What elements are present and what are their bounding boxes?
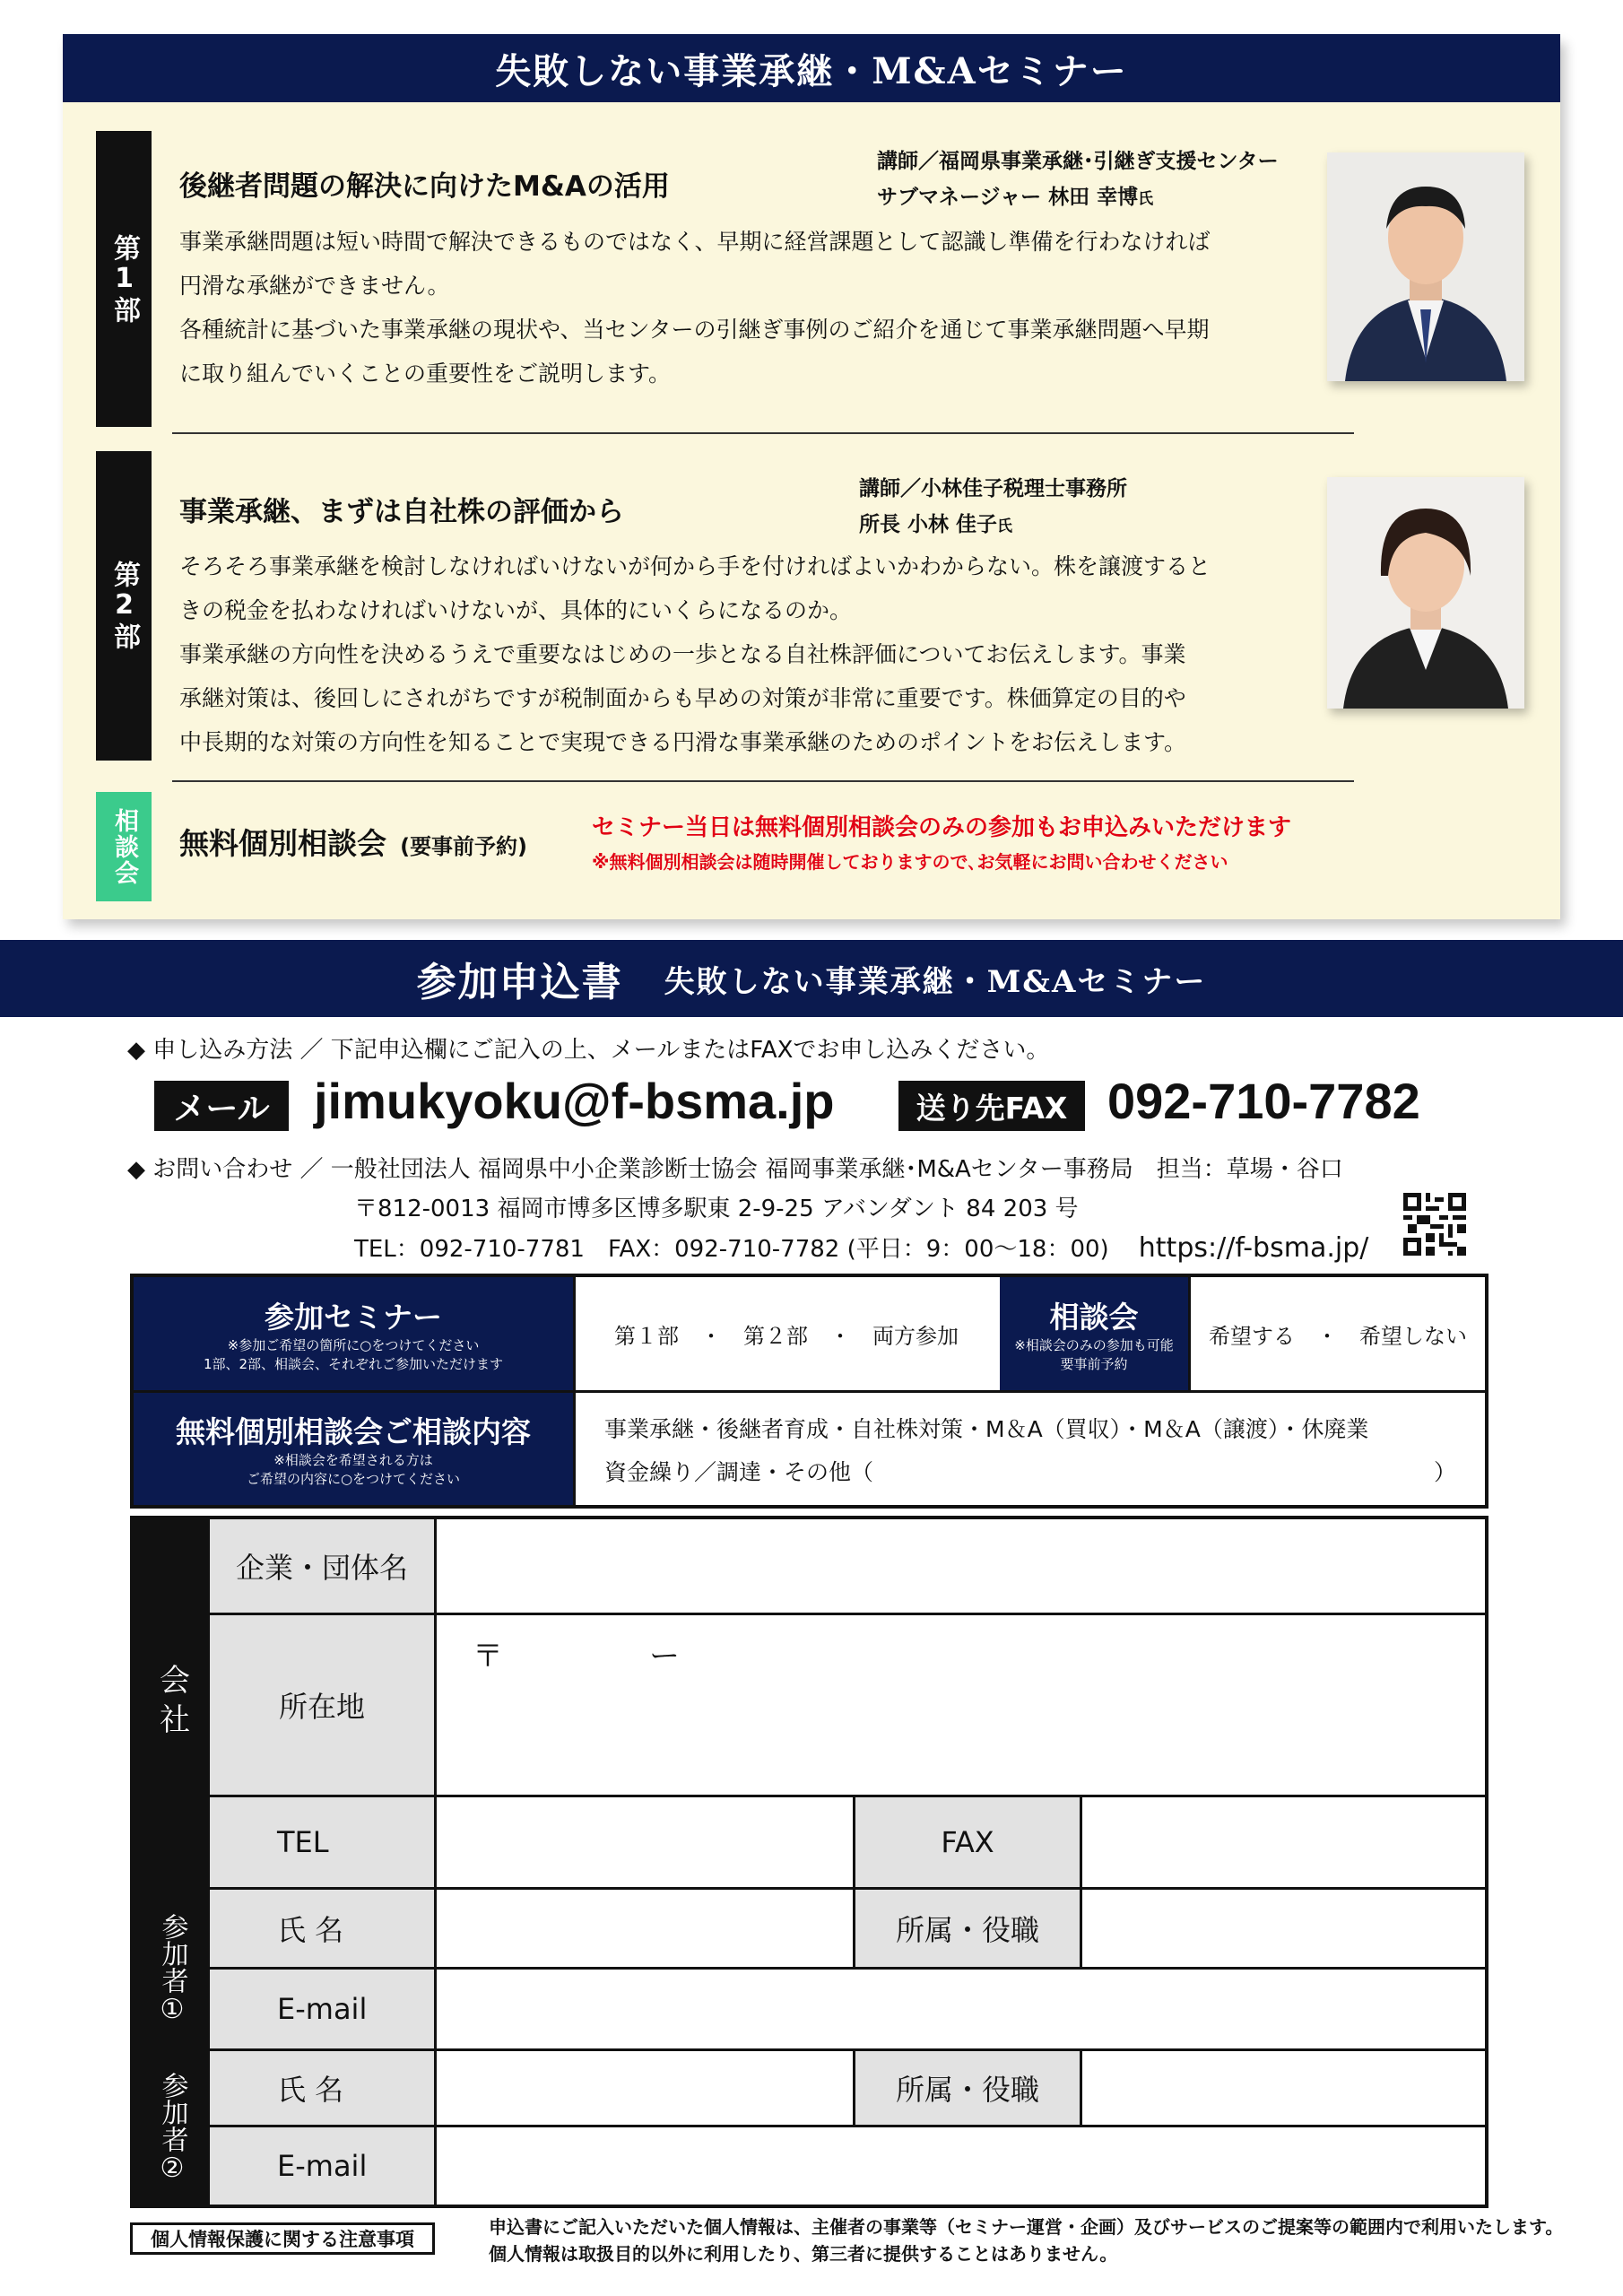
seminar-title: 失敗しない事業承継・M&Aセミナー (63, 34, 1560, 102)
consult-title: 無料個別相談会 (179, 826, 386, 861)
privacy-line: 個人情報は取扱目的以外に利用したり、第三者に提供することはありません。 (489, 2243, 1118, 2265)
participant2-email-label: E-mail (210, 2127, 434, 2205)
consult-header-label: 相談会 (1049, 1299, 1139, 1335)
part1-honorific: 氏 (1138, 190, 1154, 208)
part1-body (179, 220, 1273, 396)
table-divider (210, 1613, 1485, 1615)
topics-close-paren: ） (1434, 1459, 1457, 1485)
topics-header-label: 無料個別相談会ご相談内容 (176, 1414, 531, 1449)
topics-header-note: ご希望の内容に○をつけてください (246, 1471, 461, 1487)
seminar-options[interactable]: 第１部 ・ 第２部 ・ 両方参加 (614, 1323, 959, 1349)
tel-url-line (354, 1231, 1368, 1264)
part2-body-line: そろそろ事業承継を検討しなければいけないが何から手を付ければよいかわからない。株を譲渡すると (179, 553, 1211, 579)
female-speaker-portrait (1327, 477, 1524, 709)
fax-label: 送り先FAX (898, 1081, 1085, 1131)
fax-number: 092-710-7782 (1107, 1073, 1420, 1129)
seminar-header-note: 1部、2部、相談会、それぞれご参加いただけます (203, 1355, 504, 1372)
table-divider (434, 1519, 437, 2205)
table-divider (853, 2048, 855, 2125)
part2-speaker-photo (1327, 477, 1524, 709)
part2-body-line: 承継対策は、後回しにされがちですが税制面からも早めの対策が非常に重要です。株価算定の目的や (179, 685, 1186, 711)
part1-lecturer-name: サブマネージャー 林田 幸博 (877, 186, 1139, 209)
company-name-label: 企業・団体名 (210, 1519, 434, 1613)
qr-code-icon (1403, 1193, 1466, 1256)
table-divider (1080, 2048, 1082, 2125)
topics-header-note: ※相談会を希望される方は (273, 1452, 433, 1468)
company-side-label (134, 1519, 210, 1887)
participant2-affiliation-input[interactable] (1082, 2051, 1485, 2125)
topics-line1[interactable]: 事業承継・後継者育成・自社株対策・M＆A（買収）・M＆A（譲渡）・休廃業 (604, 1416, 1369, 1442)
part1-body-line: 各種統計に基づいた事業承継の現状や、当センターの引継ぎ事例のご紹介を通じて事業承継問題へ早期 (179, 317, 1210, 343)
tel-input[interactable] (437, 1797, 853, 1887)
part1-speaker-photo (1327, 152, 1524, 381)
part1-lecturer (877, 144, 1279, 217)
topics-line2[interactable]: 資金繰り／調達・その他（ (604, 1459, 874, 1485)
male-speaker-portrait (1327, 152, 1524, 381)
application-title-bar (0, 940, 1623, 1017)
part2-body-line: 中長期的な対策の方向性を知ることで実現できる円滑な事業承継のためのポイントをお伝えします。 (179, 729, 1187, 755)
participant1-side-text: 参加者① (156, 1912, 188, 2025)
privacy-line: 申込書にご記入いただいた個人情報は、主催者の事業等（セミナー運営・企画）及びサービスのご提案等の範囲内で利用いたします。 (489, 2216, 1564, 2238)
table-divider (134, 2048, 1485, 2051)
seminar-header-label: 参加セミナー (265, 1299, 442, 1335)
participant2-side-text: 参加者② (156, 2071, 188, 2184)
part2-honorific: 氏 (997, 517, 1013, 535)
participant1-name-label: 氏 名 (210, 1890, 434, 1967)
part1-title: 後継者問題の解決に向けたM&Aの活用 (179, 170, 670, 203)
postal-mark: 〒 (473, 1639, 503, 1674)
seminar-selection-table (130, 1274, 1488, 1509)
part2-lecturer-name-row (859, 507, 1127, 544)
application-method: ◆ 申し込み方法 ／ 下記申込欄にご記入の上、メールまたはFAXでお申し込みください。 (127, 1037, 1050, 1064)
consult-red-main: セミナー当日は無料個別相談会のみの参加もお申込みいただけます (592, 814, 1292, 841)
privacy-label: 個人情報保護に関する注意事項 (130, 2222, 435, 2255)
mail-address[interactable]: jimukyoku@f-bsma.jp (314, 1073, 835, 1129)
fax-input[interactable] (1082, 1797, 1485, 1887)
inquiry-line: ◆ お問い合わせ ／ 一般社団法人 福岡県中小企業診断士協会 福岡事業承継･M&Aセンター事務局 担当：草場・谷口 (127, 1156, 1343, 1183)
consult-header (1000, 1277, 1188, 1390)
table-divider (210, 2125, 1485, 2127)
consult-options[interactable]: 希望する ・ 希望しない (1209, 1323, 1467, 1349)
consult-heading (179, 821, 527, 863)
part2-body-line: きの税金を払わなければいけないが、具体的にいくらになるのか。 (179, 597, 853, 623)
applicant-form-table (130, 1516, 1488, 2208)
participant1-side-label (134, 1889, 210, 2048)
part2-lecturer-name: 所長 小林 佳子 (859, 513, 998, 536)
table-divider (1080, 1795, 1082, 1967)
company-name-input[interactable] (437, 1519, 1485, 1613)
part2-lecturer (859, 471, 1127, 544)
seminar-header-note: ※参加ご希望の箇所に○をつけてください (227, 1336, 480, 1353)
part2-body-line: 事業承継の方向性を決めるうえで重要なはじめの一歩となる自社株評価についてお伝えします。事業 (179, 641, 1186, 667)
website-url[interactable]: https://f-bsma.jp/ (1138, 1232, 1369, 1264)
part-divider (172, 432, 1354, 434)
part1-body-line: 円滑な承継ができません。 (179, 273, 450, 299)
participant2-name-label: 氏 名 (210, 2051, 434, 2125)
part2-tab: 第2部 (96, 451, 152, 761)
participant2-email-input[interactable] (437, 2127, 1485, 2205)
postal-dash: ー (649, 1639, 680, 1674)
participant1-affiliation-label: 所属・役職 (855, 1890, 1080, 1967)
table-divider (210, 1967, 1485, 1970)
table-divider (134, 1887, 1485, 1890)
part1-tab: 第1部 (96, 131, 152, 427)
application-title: 参加申込書 (416, 960, 623, 1005)
participant2-affiliation-label: 所属・役職 (855, 2051, 1080, 2125)
participant1-email-input[interactable] (437, 1970, 1485, 2048)
participant1-name-input[interactable] (437, 1890, 853, 1967)
part2-lecturer-org: 講師／小林佳子税理士事務所 (859, 477, 1127, 500)
part1-lecturer-name-row (877, 179, 1279, 217)
mail-label: メール (154, 1081, 289, 1131)
consult-tab: 相談会 (96, 792, 152, 901)
consult-red-sub: ※無料個別相談会は随時開催しておりますので､お気軽にお問い合わせください (592, 851, 1228, 873)
part1-body-line: に取り組んでいくことの重要性をご説明します。 (179, 361, 672, 387)
tel-label: TEL (210, 1797, 434, 1887)
table-divider (853, 1795, 855, 1967)
address-line: 〒812-0013 福岡市博多区博多駅東 2-9-25 アバンダント 84 203 号 (354, 1196, 1079, 1222)
participant2-name-input[interactable] (437, 2051, 853, 2125)
consult-note: (要事前予約) (400, 834, 528, 859)
tel-fax-hours: TEL：092-710-7781 FAX：092-710-7782 (平日：9：00～18：00) (354, 1236, 1109, 1263)
table-divider (210, 1795, 1485, 1797)
part2-title: 事業承継、まずは自社株の評価から (179, 496, 624, 528)
part2-body (179, 544, 1273, 764)
participant1-affiliation-input[interactable] (1082, 1890, 1485, 1967)
fax-field-label: FAX (855, 1797, 1080, 1887)
qr-code-graphic (1403, 1193, 1466, 1256)
consult-header-note: ※相談会のみの参加も可能 (1014, 1336, 1174, 1353)
table-divider (1188, 1277, 1191, 1390)
application-subtitle: 失敗しない事業承継・M&Aセミナー (664, 963, 1207, 1000)
part1-lecturer-org: 講師／福岡県事業承継･引継ぎ支援センター (877, 150, 1279, 173)
table-divider (573, 1277, 576, 1505)
consult-header-note: 要事前予約 (1060, 1355, 1128, 1372)
location-input[interactable] (437, 1615, 1485, 1795)
participant2-side-label (134, 2050, 210, 2205)
topics-header (134, 1393, 573, 1505)
location-label: 所在地 (210, 1615, 434, 1795)
part1-body-line: 事業承継問題は短い時間で解決できるものではなく、早期に経営課題として認識し準備を行わなければ (179, 229, 1211, 255)
privacy-text (489, 2213, 1563, 2267)
company-side-text: 会社 (153, 1664, 190, 1743)
seminar-header (134, 1277, 573, 1390)
participant1-email-label: E-mail (210, 1970, 434, 2048)
part-divider (172, 780, 1354, 782)
